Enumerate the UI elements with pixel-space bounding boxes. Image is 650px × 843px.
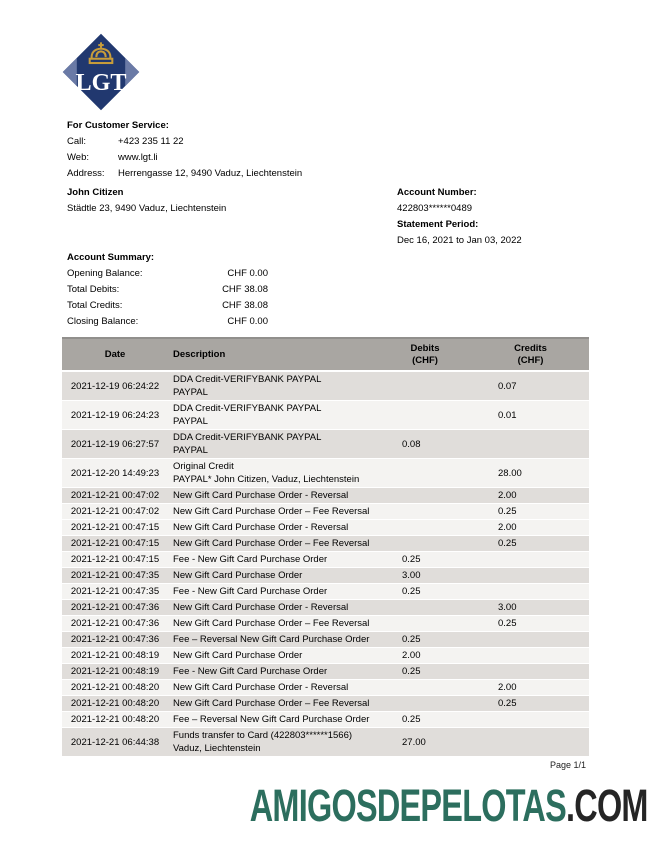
cell-debit xyxy=(378,414,472,416)
cell-debit xyxy=(378,527,472,529)
cell-debit xyxy=(378,623,472,625)
description-line: New Gift Card Purchase Order - Reversal xyxy=(173,602,349,613)
web-value: www.lgt.li xyxy=(118,152,158,163)
cell-credit xyxy=(472,443,589,445)
header-debits xyxy=(378,343,472,367)
summary-row-credits xyxy=(67,298,268,314)
total-debits-label: Total Debits: xyxy=(67,284,120,295)
description-line: New Gift Card Purchase Order - Reversal xyxy=(173,490,349,501)
cell-description xyxy=(168,600,378,615)
description-line: DDA Credit-VERIFYBANK PAYPAL xyxy=(173,374,322,385)
description-line: New Gift Card Purchase Order – Fee Reversal xyxy=(173,618,370,629)
cell-debit xyxy=(378,687,472,689)
table-row xyxy=(62,520,589,536)
cell-debit: 3.00 xyxy=(402,570,421,581)
table-row xyxy=(62,680,589,696)
description-line: PAYPAL xyxy=(173,416,208,427)
cell-debit xyxy=(378,472,472,474)
cell-credit: 0.25 xyxy=(498,618,517,629)
cell-credit xyxy=(472,639,589,641)
watermark-name: AMIGOSDEPELOTAS xyxy=(250,780,567,831)
cell-credit: 0.25 xyxy=(498,698,517,709)
table-row xyxy=(62,536,589,552)
cell-description xyxy=(168,552,378,567)
customer-block xyxy=(67,185,226,217)
cell-date: 2021-12-21 00:48:20 xyxy=(70,714,160,725)
cell-date: 2021-12-21 00:47:36 xyxy=(70,618,160,629)
table-row xyxy=(62,568,589,584)
cell-description xyxy=(168,488,378,503)
table-row xyxy=(62,696,589,712)
account-summary-title: Account Summary: xyxy=(67,252,155,263)
description-line: Fee - New Gift Card Purchase Order xyxy=(173,666,328,677)
header-description: Description xyxy=(173,348,226,360)
cell-credit xyxy=(472,741,589,743)
summary-row-opening xyxy=(67,266,268,282)
cell-date: 2021-12-21 00:48:19 xyxy=(70,666,160,677)
cell-date: 2021-12-21 00:47:35 xyxy=(70,570,160,581)
table-header-row xyxy=(62,337,589,372)
table-row xyxy=(62,712,589,728)
cell-debit: 0.25 xyxy=(402,634,421,645)
statement-period-value: Dec 16, 2021 to Jan 03, 2022 xyxy=(397,235,522,246)
page-number: Page 1/1 xyxy=(549,760,586,770)
cell-credit: 2.00 xyxy=(498,682,517,693)
cell-credit xyxy=(472,591,589,593)
description-line: Fee - New Gift Card Purchase Order xyxy=(173,586,328,597)
cell-description xyxy=(168,504,378,519)
call-label: Call: xyxy=(67,136,87,147)
cell-description xyxy=(168,616,378,631)
cell-date: 2021-12-20 14:49:23 xyxy=(70,467,160,479)
cell-date: 2021-12-21 00:48:19 xyxy=(70,650,160,661)
cell-date: 2021-12-21 00:47:02 xyxy=(70,506,160,517)
description-line: New Gift Card Purchase Order – Fee Reversal xyxy=(173,506,370,517)
cell-credit: 28.00 xyxy=(498,467,522,479)
watermark xyxy=(250,780,648,831)
table-row xyxy=(62,401,589,430)
header-credits-line1: Credits xyxy=(514,342,547,354)
cell-debit: 2.00 xyxy=(402,650,421,661)
customer-service-web-row xyxy=(67,150,302,166)
cell-description xyxy=(168,696,378,711)
cell-description xyxy=(168,520,378,535)
account-number-value: 422803******0489 xyxy=(397,203,473,214)
cell-date: 2021-12-19 06:24:23 xyxy=(70,409,160,421)
cell-date: 2021-12-21 00:48:20 xyxy=(70,698,160,709)
opening-balance-label: Opening Balance: xyxy=(67,268,143,279)
cell-debit: 0.25 xyxy=(402,586,421,597)
cell-credit xyxy=(472,575,589,577)
table-row xyxy=(62,728,589,757)
cell-credit xyxy=(472,719,589,721)
call-value: +423 235 11 22 xyxy=(118,136,184,147)
description-line: Fee – Reversal New Gift Card Purchase Order xyxy=(173,634,370,645)
cell-description xyxy=(168,372,378,400)
table-row xyxy=(62,488,589,504)
summary-row-debits xyxy=(67,282,268,298)
cell-date: 2021-12-21 06:44:38 xyxy=(70,736,160,748)
description-line: New Gift Card Purchase Order – Fee Reversal xyxy=(173,698,370,709)
cell-description xyxy=(168,648,378,663)
cell-description xyxy=(168,401,378,429)
description-line: Fee – Reversal New Gift Card Purchase Order xyxy=(173,714,370,725)
cell-credit: 2.00 xyxy=(498,522,517,533)
table-row xyxy=(62,648,589,664)
cell-credit: 0.25 xyxy=(498,506,517,517)
cell-debit xyxy=(378,511,472,513)
web-label: Web: xyxy=(67,152,90,163)
description-line: New Gift Card Purchase Order xyxy=(173,570,303,581)
cell-date: 2021-12-21 00:47:15 xyxy=(70,522,160,533)
cell-credit xyxy=(472,655,589,657)
cell-debit: 0.25 xyxy=(402,714,421,725)
header-debits-line2: (CHF) xyxy=(412,354,438,366)
cell-debit xyxy=(378,543,472,545)
description-line: DDA Credit-VERIFYBANK PAYPAL xyxy=(173,403,322,414)
cell-date: 2021-12-21 00:47:36 xyxy=(70,602,160,613)
table-row xyxy=(62,504,589,520)
lgt-logo xyxy=(62,32,140,112)
address-value: Herrengasse 12, 9490 Vaduz, Liechtenstein xyxy=(118,168,303,179)
total-credits-value: CHF 38.08 xyxy=(222,300,268,311)
table-row xyxy=(62,552,589,568)
header-credits-line2: (CHF) xyxy=(517,354,544,366)
cell-description xyxy=(168,568,378,583)
total-debits-value: CHF 38.08 xyxy=(222,284,268,295)
header-debits-line1: Debits xyxy=(410,342,440,354)
cell-description xyxy=(168,728,378,756)
customer-service-call-row xyxy=(67,134,302,150)
description-line: Fee - New Gift Card Purchase Order xyxy=(173,554,328,565)
description-line: Funds transfer to Card (422803******1566) xyxy=(173,730,353,741)
cell-description xyxy=(168,584,378,599)
description-line: New Gift Card Purchase Order xyxy=(173,650,303,661)
cell-debit: 0.25 xyxy=(402,554,421,565)
cell-description xyxy=(168,712,378,727)
cell-date: 2021-12-21 00:47:15 xyxy=(70,538,160,549)
description-line: New Gift Card Purchase Order - Reversal xyxy=(173,682,349,693)
statement-period-label: Statement Period: xyxy=(397,219,479,230)
cell-credit: 3.00 xyxy=(498,602,517,613)
table-row xyxy=(62,600,589,616)
logo-left-tip xyxy=(63,58,77,86)
transactions-table xyxy=(62,337,589,757)
cell-description xyxy=(168,459,378,487)
table-body xyxy=(62,372,589,757)
cell-date: 2021-12-21 00:47:15 xyxy=(70,554,160,565)
closing-balance-label: Closing Balance: xyxy=(67,316,139,327)
description-line: PAYPAL xyxy=(173,387,208,398)
cell-date: 2021-12-19 06:27:57 xyxy=(70,438,160,450)
cell-credit: 0.07 xyxy=(498,380,517,392)
cell-description xyxy=(168,536,378,551)
cell-description xyxy=(168,680,378,695)
table-row xyxy=(62,616,589,632)
cell-description xyxy=(168,632,378,647)
opening-balance-value: CHF 0.00 xyxy=(227,268,268,279)
account-summary-block xyxy=(67,250,268,330)
total-credits-label: Total Credits: xyxy=(67,300,123,311)
cell-debit: 0.08 xyxy=(402,438,421,450)
description-line: Vaduz, Liechtenstein xyxy=(173,743,261,754)
description-line: PAYPAL xyxy=(173,445,208,456)
table-row xyxy=(62,584,589,600)
cell-credit xyxy=(472,671,589,673)
account-info-block xyxy=(397,185,522,249)
customer-address: Städtle 23, 9490 Vaduz, Liechtenstein xyxy=(67,203,227,214)
cell-debit xyxy=(378,385,472,387)
cell-date: 2021-12-21 00:48:20 xyxy=(70,682,160,693)
table-row xyxy=(62,430,589,459)
cell-debit xyxy=(378,607,472,609)
customer-name: John Citizen xyxy=(67,187,124,198)
table-row xyxy=(62,459,589,488)
summary-row-closing xyxy=(67,314,268,330)
address-label: Address: xyxy=(67,168,105,179)
table-row xyxy=(62,664,589,680)
customer-service-address-row xyxy=(67,166,302,182)
cell-description xyxy=(168,430,378,458)
cell-credit: 2.00 xyxy=(498,490,517,501)
description-line: New Gift Card Purchase Order – Fee Reversal xyxy=(173,538,370,549)
logo-right-tip xyxy=(125,58,139,86)
watermark-tld: .COM xyxy=(566,780,648,831)
cell-credit: 0.01 xyxy=(498,409,517,421)
table-row xyxy=(62,632,589,648)
customer-service-block xyxy=(67,118,302,182)
cell-date: 2021-12-19 06:24:22 xyxy=(70,380,160,392)
cell-date: 2021-12-21 00:47:35 xyxy=(70,586,160,597)
cell-credit: 0.25 xyxy=(498,538,517,549)
cell-debit xyxy=(378,703,472,705)
cell-description xyxy=(168,664,378,679)
description-line: Original Credit xyxy=(173,461,234,472)
cell-debit xyxy=(378,495,472,497)
customer-service-title: For Customer Service: xyxy=(67,120,169,131)
table-row xyxy=(62,372,589,401)
header-date: Date xyxy=(104,348,126,360)
cell-date: 2021-12-21 00:47:02 xyxy=(70,490,160,501)
logo-text: LGT xyxy=(75,68,127,96)
cell-date: 2021-12-21 00:47:36 xyxy=(70,634,160,645)
cell-debit: 27.00 xyxy=(402,736,426,748)
description-line: DDA Credit-VERIFYBANK PAYPAL xyxy=(173,432,322,443)
description-line: PAYPAL* John Citizen, Vaduz, Liechtenstein xyxy=(173,474,360,485)
cell-debit: 0.25 xyxy=(402,666,421,677)
description-line: New Gift Card Purchase Order - Reversal xyxy=(173,522,349,533)
closing-balance-value: CHF 0.00 xyxy=(227,316,268,327)
header-credits xyxy=(472,343,589,367)
cell-credit xyxy=(472,559,589,561)
account-number-label: Account Number: xyxy=(397,187,477,198)
